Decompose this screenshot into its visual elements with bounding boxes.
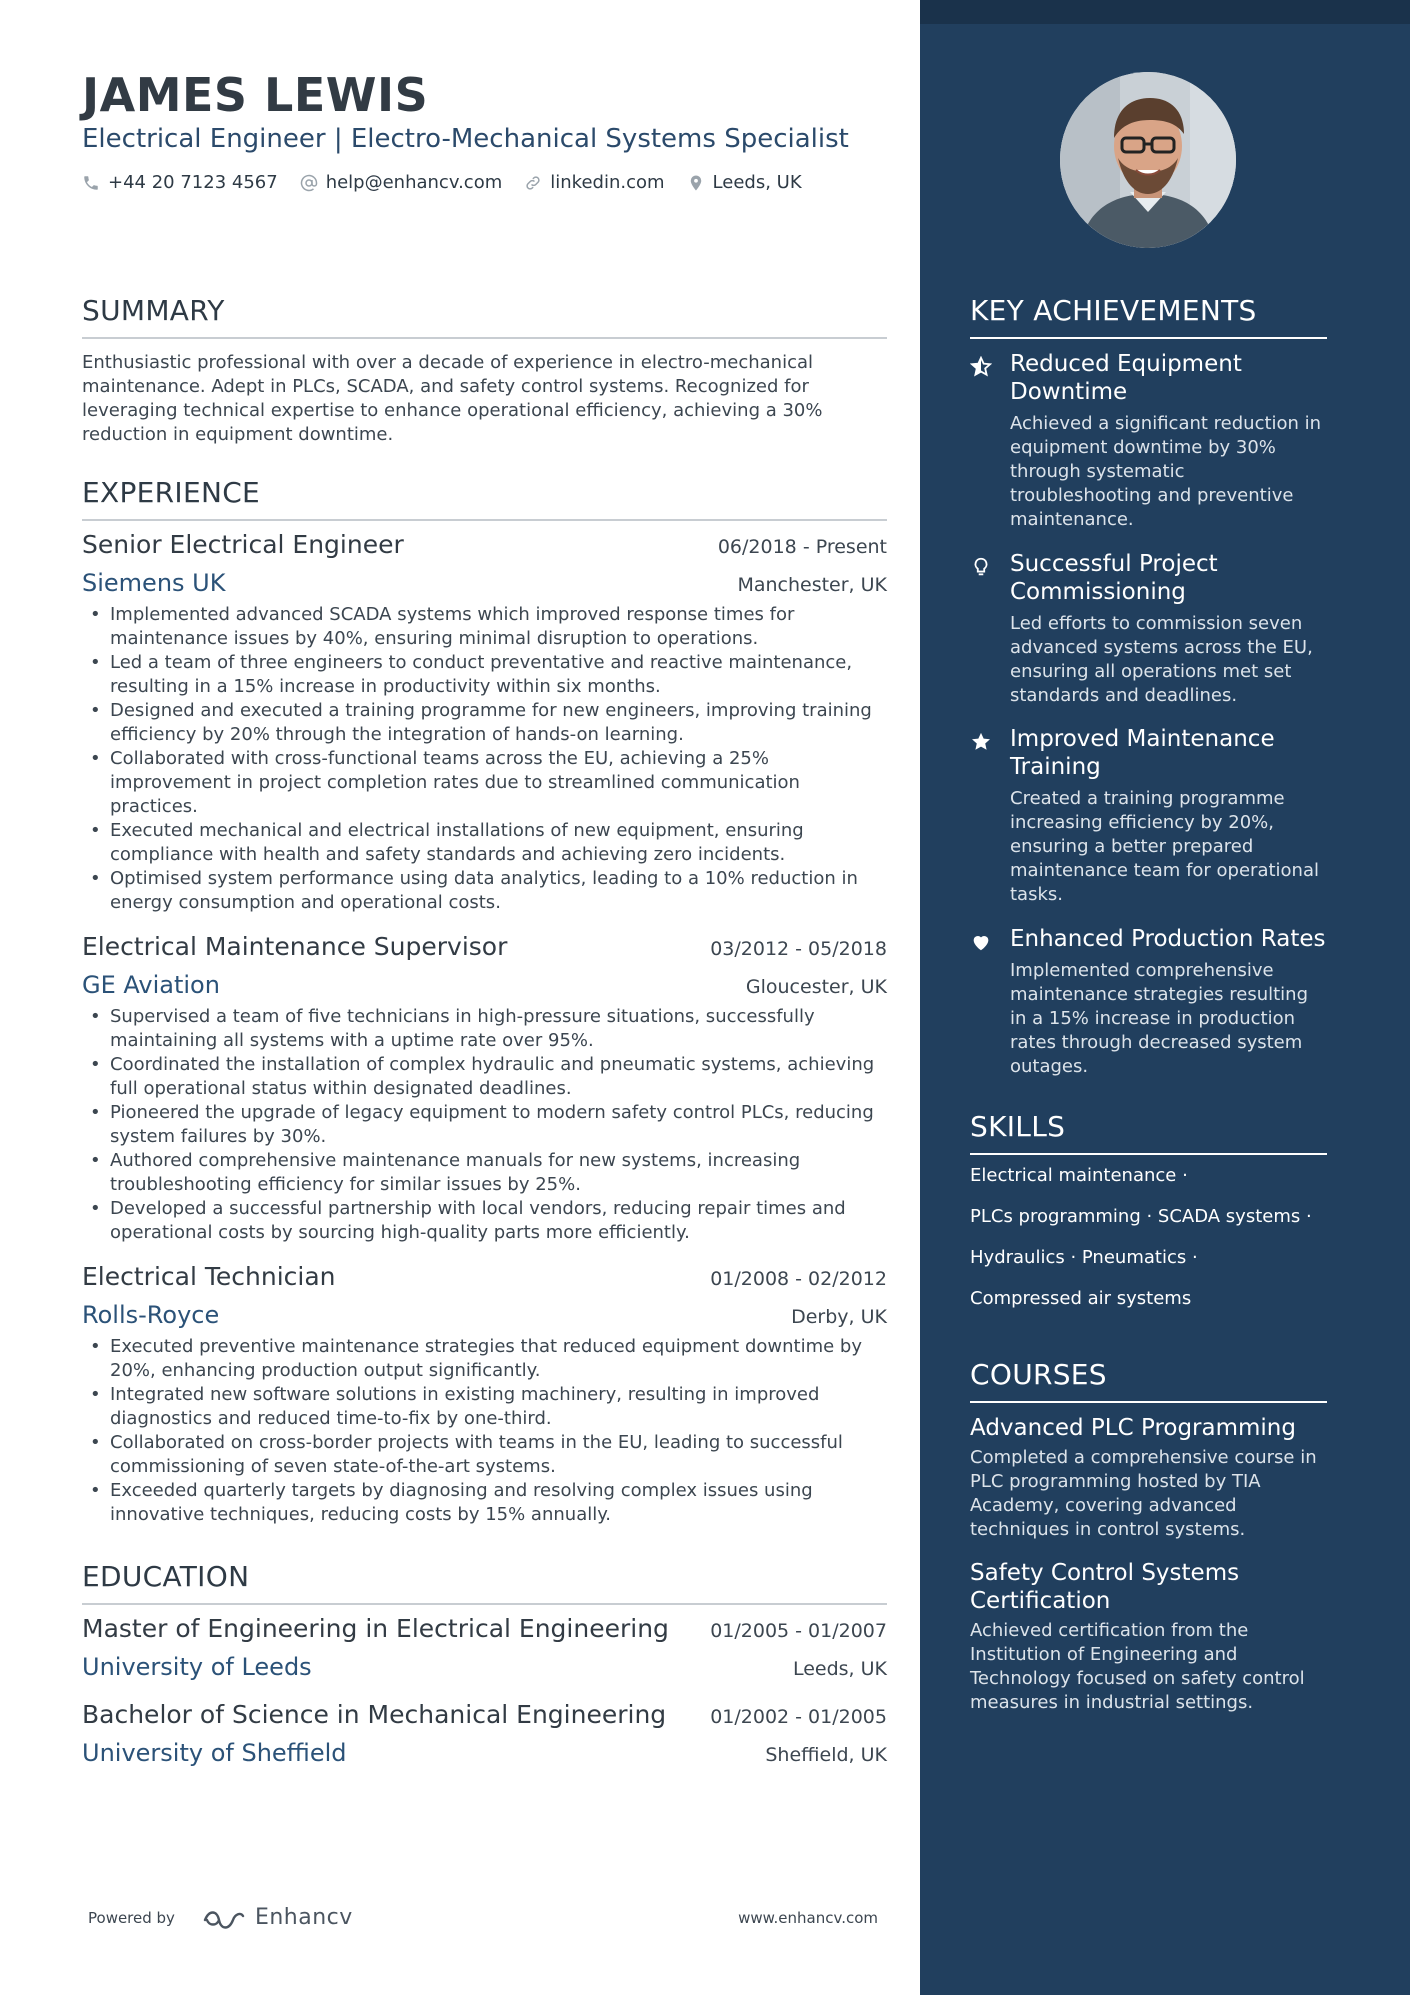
job-entry bbox=[82, 932, 887, 1245]
contact-email[interactable] bbox=[300, 172, 503, 193]
job-title: Electrical Maintenance Supervisor bbox=[82, 932, 508, 961]
contact-phone[interactable] bbox=[82, 172, 278, 193]
achievement-item bbox=[970, 550, 1330, 708]
location-pin-icon bbox=[687, 174, 705, 192]
job-title: Senior Electrical Engineer bbox=[82, 530, 404, 559]
email-text: help@enhancv.com bbox=[325, 172, 503, 193]
degree-title: Bachelor of Science in Mechanical Engineering bbox=[82, 1700, 667, 1729]
footer bbox=[88, 1905, 878, 1930]
enhancv-logo-icon bbox=[201, 1906, 247, 1930]
achievement-desc: Implemented comprehensive maintenance strategies resulting in a 15% increase in production rates through decreased system outages. bbox=[1010, 960, 1309, 1077]
achievement-item bbox=[970, 725, 1330, 907]
skills-heading: SKILLS bbox=[970, 1110, 1327, 1155]
powered-by-label: Powered by bbox=[88, 1908, 175, 1927]
achievement-item bbox=[970, 925, 1330, 1079]
powered-by bbox=[88, 1905, 353, 1930]
job-dates: 01/2008 - 02/2012 bbox=[710, 1268, 887, 1290]
course-desc: Completed a comprehensive course in PLC programming hosted by TIA Academy, covering advanced techniques in control systems. bbox=[970, 1447, 1317, 1540]
contact-location bbox=[687, 172, 802, 193]
job-location: Gloucester, UK bbox=[745, 976, 887, 998]
bullet-item: • Executed mechanical and electrical installations of new equipment, ensuring compliance with health and safety standards and achieving zero incidents. bbox=[82, 819, 887, 867]
bullet-item: • Integrated new software solutions in existing machinery, resulting in improved diagnostics and reduced time-to-fix by one-third. bbox=[82, 1383, 887, 1431]
bullet-item: • Implemented advanced SCADA systems which improved response times for maintenance issues by 40%, ensuring minimal disruption to operations. bbox=[82, 603, 887, 651]
degree-title: Master of Engineering in Electrical Engineering bbox=[82, 1614, 669, 1643]
company-name: Rolls-Royce bbox=[82, 1301, 220, 1329]
skill-line: Electrical maintenance · bbox=[970, 1165, 1188, 1186]
achievement-desc: Created a training programme increasing efficiency by 20%, ensuring a better prepared maintenance team for operational tasks. bbox=[1010, 788, 1319, 905]
bullet-item: • Designed and executed a training programme for new engineers, improving training efficiency by 20% through the integration of hands-on learning. bbox=[82, 699, 887, 747]
company-name: Siemens UK bbox=[82, 569, 226, 597]
job-entry bbox=[82, 1262, 887, 1527]
achievement-title: Enhanced Production Rates bbox=[1010, 926, 1326, 952]
education-entry bbox=[82, 1700, 887, 1767]
achievement-title: Successful Project Commissioning bbox=[1010, 551, 1218, 605]
link-icon bbox=[524, 174, 542, 192]
achievement-desc: Led efforts to commission seven advanced systems across the EU, ensuring all operations met set standards and deadlines. bbox=[1010, 613, 1313, 706]
summary-text: Enthusiastic professional with over a decade of experience in electro-mechanical maintenance. Adept in PLCs, SCADA, and safety control systems. Recognized for leveraging technical expertise to enhance operational efficiency, achieving a 30% reduction in equipment downtime. bbox=[82, 352, 823, 445]
bullet-item: • Developed a successful partnership with local vendors, reducing repair times and operational costs by sourcing high-quality parts more efficiently. bbox=[82, 1197, 887, 1245]
job-bullets bbox=[82, 603, 887, 915]
course-item bbox=[970, 1559, 1330, 1715]
job-dates: 06/2018 - Present bbox=[717, 536, 887, 558]
education-dates: 01/2005 - 01/2007 bbox=[710, 1620, 887, 1642]
school-location: Leeds, UK bbox=[792, 1658, 887, 1680]
course-item bbox=[970, 1414, 1330, 1542]
location-text: Leeds, UK bbox=[712, 172, 802, 193]
skill-line: Compressed air systems bbox=[970, 1288, 1192, 1309]
job-location: Derby, UK bbox=[791, 1306, 887, 1328]
phone-text: +44 20 7123 4567 bbox=[108, 172, 278, 193]
school-name: University of Leeds bbox=[82, 1653, 312, 1681]
school-name: University of Sheffield bbox=[82, 1739, 347, 1767]
achievements-heading: KEY ACHIEVEMENTS bbox=[970, 294, 1327, 339]
job-entry bbox=[82, 530, 887, 915]
school-location: Sheffield, UK bbox=[765, 1744, 887, 1766]
at-icon bbox=[300, 174, 318, 192]
contact-linkedin[interactable] bbox=[524, 172, 664, 193]
sidebar bbox=[920, 0, 1410, 1995]
bullet-item: • Optimised system performance using data analytics, leading to a 10% reduction in energy consumption and operational costs. bbox=[82, 867, 887, 915]
bullet-item: • Led a team of three engineers to conduct preventative and reactive maintenance, resulting in a 15% increase in productivity within six months. bbox=[82, 651, 887, 699]
company-name: GE Aviation bbox=[82, 971, 220, 999]
bullet-item: • Supervised a team of five technicians in high-pressure situations, successfully maintaining all systems with a uptime rate over 95%. bbox=[82, 1005, 887, 1053]
skills-list bbox=[970, 1164, 1330, 1328]
bullet-item: • Authored comprehensive maintenance manuals for new systems, increasing troubleshooting efficiency for similar issues by 25%. bbox=[82, 1149, 887, 1197]
job-dates: 03/2012 - 05/2018 bbox=[710, 938, 887, 960]
education-dates: 01/2002 - 01/2005 bbox=[710, 1706, 887, 1728]
experience-heading: EXPERIENCE bbox=[82, 476, 887, 521]
bullet-item: • Coordinated the installation of complex hydraulic and pneumatic systems, achieving full operational status within designated deadlines. bbox=[82, 1053, 887, 1101]
skill-line: Hydraulics · Pneumatics · bbox=[970, 1247, 1198, 1268]
job-location: Manchester, UK bbox=[737, 574, 887, 596]
courses-heading: COURSES bbox=[970, 1358, 1327, 1403]
education-heading: EDUCATION bbox=[82, 1560, 887, 1605]
job-bullets bbox=[82, 1335, 887, 1527]
bullet-item: • Pioneered the upgrade of legacy equipment to modern safety control PLCs, reducing system failures by 30%. bbox=[82, 1101, 887, 1149]
lightbulb-icon bbox=[970, 556, 992, 578]
phone-icon bbox=[82, 174, 100, 192]
bullet-item: • Exceeded quarterly targets by diagnosing and resolving complex issues using innovative techniques, reducing costs by 15% annually. bbox=[82, 1479, 887, 1527]
star-icon bbox=[970, 731, 992, 753]
profile-photo bbox=[1060, 72, 1236, 248]
candidate-name: JAMES LEWIS bbox=[82, 68, 429, 122]
brand-logo[interactable] bbox=[201, 1905, 353, 1930]
sidebar-top-band bbox=[920, 0, 1410, 24]
footer-url[interactable]: www.enhancv.com bbox=[738, 1908, 878, 1927]
bullet-item: • Collaborated with cross-functional teams across the EU, achieving a 25% improvement in project completion rates due to streamlined communication practices. bbox=[82, 747, 887, 819]
summary-heading: SUMMARY bbox=[82, 294, 887, 339]
avatar bbox=[1060, 72, 1236, 248]
star-half-icon bbox=[970, 356, 992, 378]
achievement-title: Improved Maintenance Training bbox=[1010, 726, 1275, 780]
heart-icon bbox=[970, 931, 992, 953]
course-desc: Achieved certification from the Institution of Engineering and Technology focused on safety control measures in industrial settings. bbox=[970, 1620, 1305, 1713]
bullet-item: • Executed preventive maintenance strategies that reduced equipment downtime by 20%, enhancing production output significantly. bbox=[82, 1335, 887, 1383]
job-bullets bbox=[82, 1005, 887, 1245]
linkedin-text: linkedin.com bbox=[550, 172, 665, 193]
achievement-item bbox=[970, 350, 1330, 532]
education-entry bbox=[82, 1614, 887, 1681]
brand-name: Enhancv bbox=[254, 1905, 353, 1930]
candidate-title: Electrical Engineer | Electro-Mechanical Systems Specialist bbox=[82, 124, 849, 154]
achievement-title: Reduced Equipment Downtime bbox=[1010, 351, 1242, 405]
achievement-desc: Achieved a significant reduction in equipment downtime by 30% through systematic troubleshooting and preventive maintenance. bbox=[1010, 413, 1322, 530]
contact-bar bbox=[82, 172, 802, 193]
course-title: Advanced PLC Programming bbox=[970, 1415, 1296, 1441]
bullet-item: • Collaborated on cross-border projects with teams in the EU, leading to successful commissioning of seven state-of-the-art systems. bbox=[82, 1431, 887, 1479]
skill-line: PLCs programming · SCADA systems · bbox=[970, 1206, 1312, 1227]
course-title: Safety Control Systems Certification bbox=[970, 1560, 1240, 1614]
job-title: Electrical Technician bbox=[82, 1262, 336, 1291]
